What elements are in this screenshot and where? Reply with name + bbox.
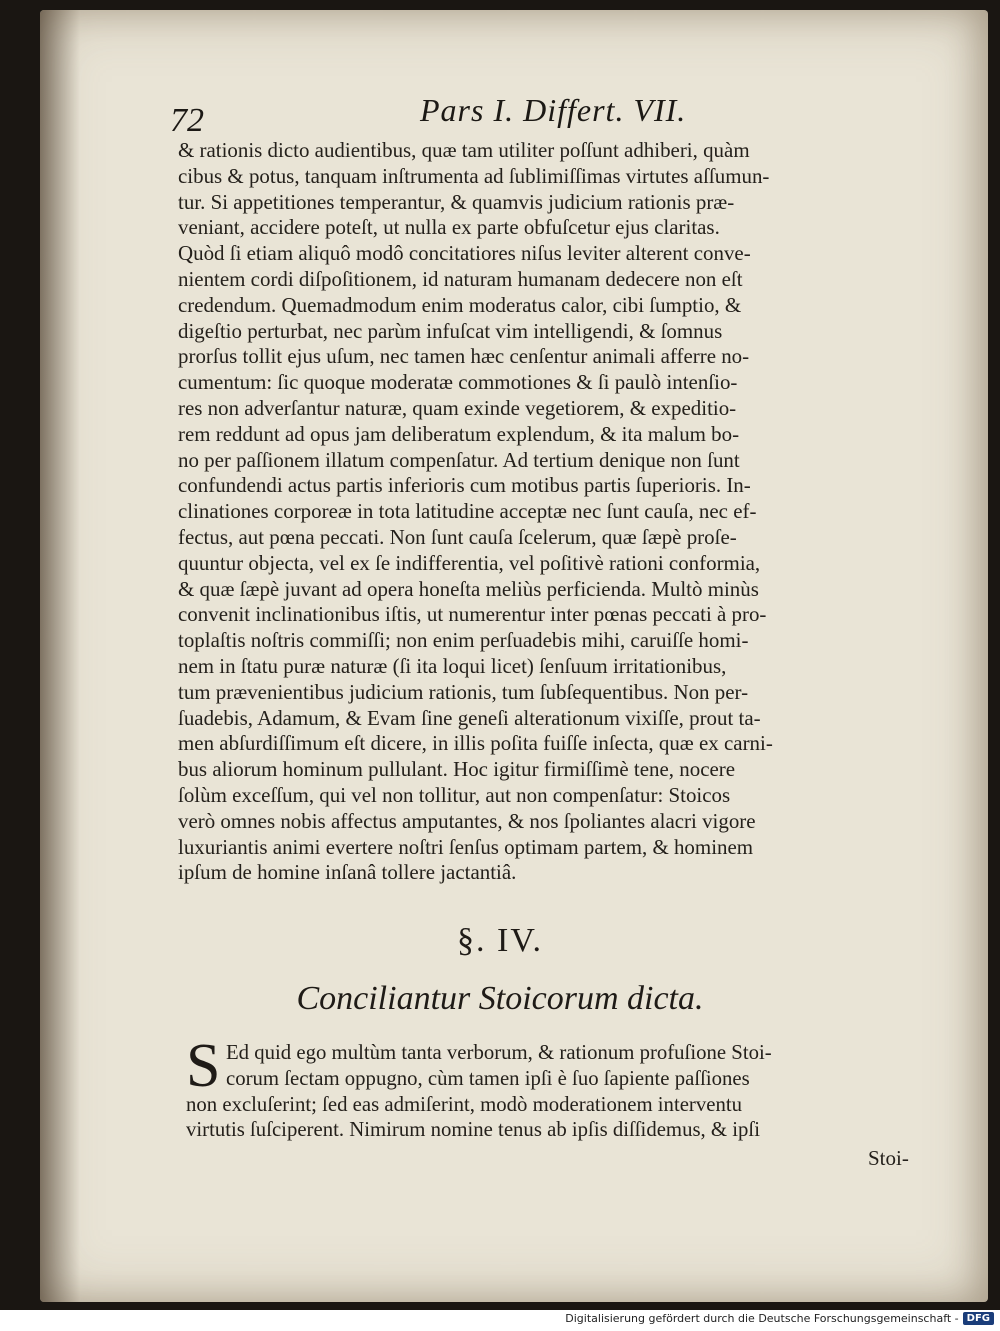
text-line: men abſurdiſſimum eſt dicere, in illis poſita fuiſſe inſecta, quæ ex carni- <box>178 731 773 756</box>
text-line: tum prævenientibus judicium rationis, tum ſubſequentibus. Non per- <box>178 679 749 704</box>
text-line: nem in ſtatu puræ naturæ (ſi ita loqui licet) ſenſuum irritationibus, <box>178 653 727 678</box>
text-line: nientem cordi diſpoſitionem, id naturam humanam dedecere non eſt <box>178 266 743 291</box>
text-line: credendum. Quemadmodum enim moderatus calor, cibi ſumptio, & <box>178 292 742 317</box>
text-line: tur. Si appetitiones temperantur, & quamvis judicium rationis præ- <box>178 189 735 214</box>
page-header <box>170 92 950 138</box>
credit-text: Digitalisierung gefördert durch die Deutsche Forschungsgemeinschaft - <box>565 1312 959 1325</box>
text-line: ſolùm exceſſum, qui vel non tollitur, aut non compenſatur: Stoicos <box>178 782 731 807</box>
running-head: Pars I. Differt. VII. <box>420 92 687 128</box>
catchword: Stoi- <box>868 1146 909 1170</box>
text-line: confundendi actus partis inferioris cum motibus partis ſuperioris. In- <box>178 473 751 498</box>
text-line: fectus, aut pœna peccati. Non ſunt cauſa ſcelerum, quæ ſæpè proſe- <box>178 524 737 549</box>
text-line: corum ſectam oppugno, cùm tamen ipſi è ſuo ſapiente paſſiones <box>226 1065 750 1090</box>
text-line: ſuadebis, Adamum, & Evam ſine geneſi alterationum vixiſſe, prout ta- <box>178 705 761 730</box>
text-line: veniant, accidere poteſt, ut nulla ex parte obfuſcetur ejus claritas. <box>178 215 720 240</box>
text-line: convenit inclinationibus iſtis, ut numerentur inter pœnas peccati à pro- <box>178 602 767 627</box>
text-line: Quòd ſi etiam aliquô modô concitatiores niſus leviter alterent conve- <box>178 241 751 266</box>
text-line: & rationis dicto audientibus, quæ tam utiliter poſſunt adhiberi, quàm <box>178 138 750 162</box>
page-gutter-shadow <box>40 10 80 1302</box>
text-line: bus aliorum hominum pullulant. Hoc igitur firmiſſimè tene, nocere <box>178 757 736 782</box>
text-line: cumentum: ſic quoque moderatæ commotiones & ſi paulò intenſio- <box>178 370 738 395</box>
paragraph-1 <box>178 138 938 886</box>
page-number: 72 <box>170 102 204 139</box>
section-number: §. IV. <box>457 922 543 959</box>
text-line: res non adverſantur naturæ, quam exinde vegetiorem, & expeditio- <box>178 395 737 420</box>
text-line: prorſus tollit ejus uſum, nec tamen hæc cenſentur animali afferre no- <box>178 344 750 369</box>
text-line: non excluſerint; ſed eas admiſerint, modò moderationem interventu <box>186 1091 742 1116</box>
text-line: digeſtio perturbat, nec parùm infuſcat vim intelligendi, & ſomnus <box>178 318 723 343</box>
text-line: verò omnes nobis affectus amputantes, & nos ſpoliantes alacri vigore <box>178 808 756 833</box>
dfg-logo: DFG <box>963 1312 994 1325</box>
paragraph-2 <box>186 1040 946 1143</box>
text-line: & quæ ſæpè juvant ad opera honeſta meliùs perficienda. Multò minùs <box>178 576 759 601</box>
text-line: rem reddunt ad opus jam deliberatum explendum, & ita malum bo- <box>178 421 740 446</box>
text-line: luxuriantis animi evertere noſtri ſenſus optimam partem, & hominem <box>178 834 754 859</box>
drop-cap: S <box>186 1032 221 1100</box>
text-line: virtutis ſuſciperent. Nimirum nomine tenus ab ipſis diſſidemus, & ipſi <box>186 1117 760 1142</box>
text-line: cibus & potus, tanquam inſtrumenta ad ſublimiſſimas virtutes aſſumun- <box>178 163 770 188</box>
section-title: Conciliantur Stoicorum dicta. <box>296 980 704 1017</box>
text-line: clinationes corporeæ in tota latitudine acceptæ nec ſunt cauſa, nec ef- <box>178 499 757 524</box>
text-line: Ed quid ego multùm tanta verborum, & rationum profuſione Stoi- <box>226 1040 772 1064</box>
text-line: toplaſtis noſtris commiſſi; non enim perſuadebis mihi, caruiſſe homi- <box>178 628 749 653</box>
text-line: ipſum de homine inſanâ tollere jactantiâ. <box>178 860 517 885</box>
digitization-credit <box>565 1312 994 1325</box>
text-line: no per paſſionem illatum compenſatur. Ad tertium denique non ſunt <box>178 447 740 472</box>
text-line: quuntur objecta, vel ex ſe indifferentia, vel poſitivè rationi conformia, <box>178 550 761 575</box>
